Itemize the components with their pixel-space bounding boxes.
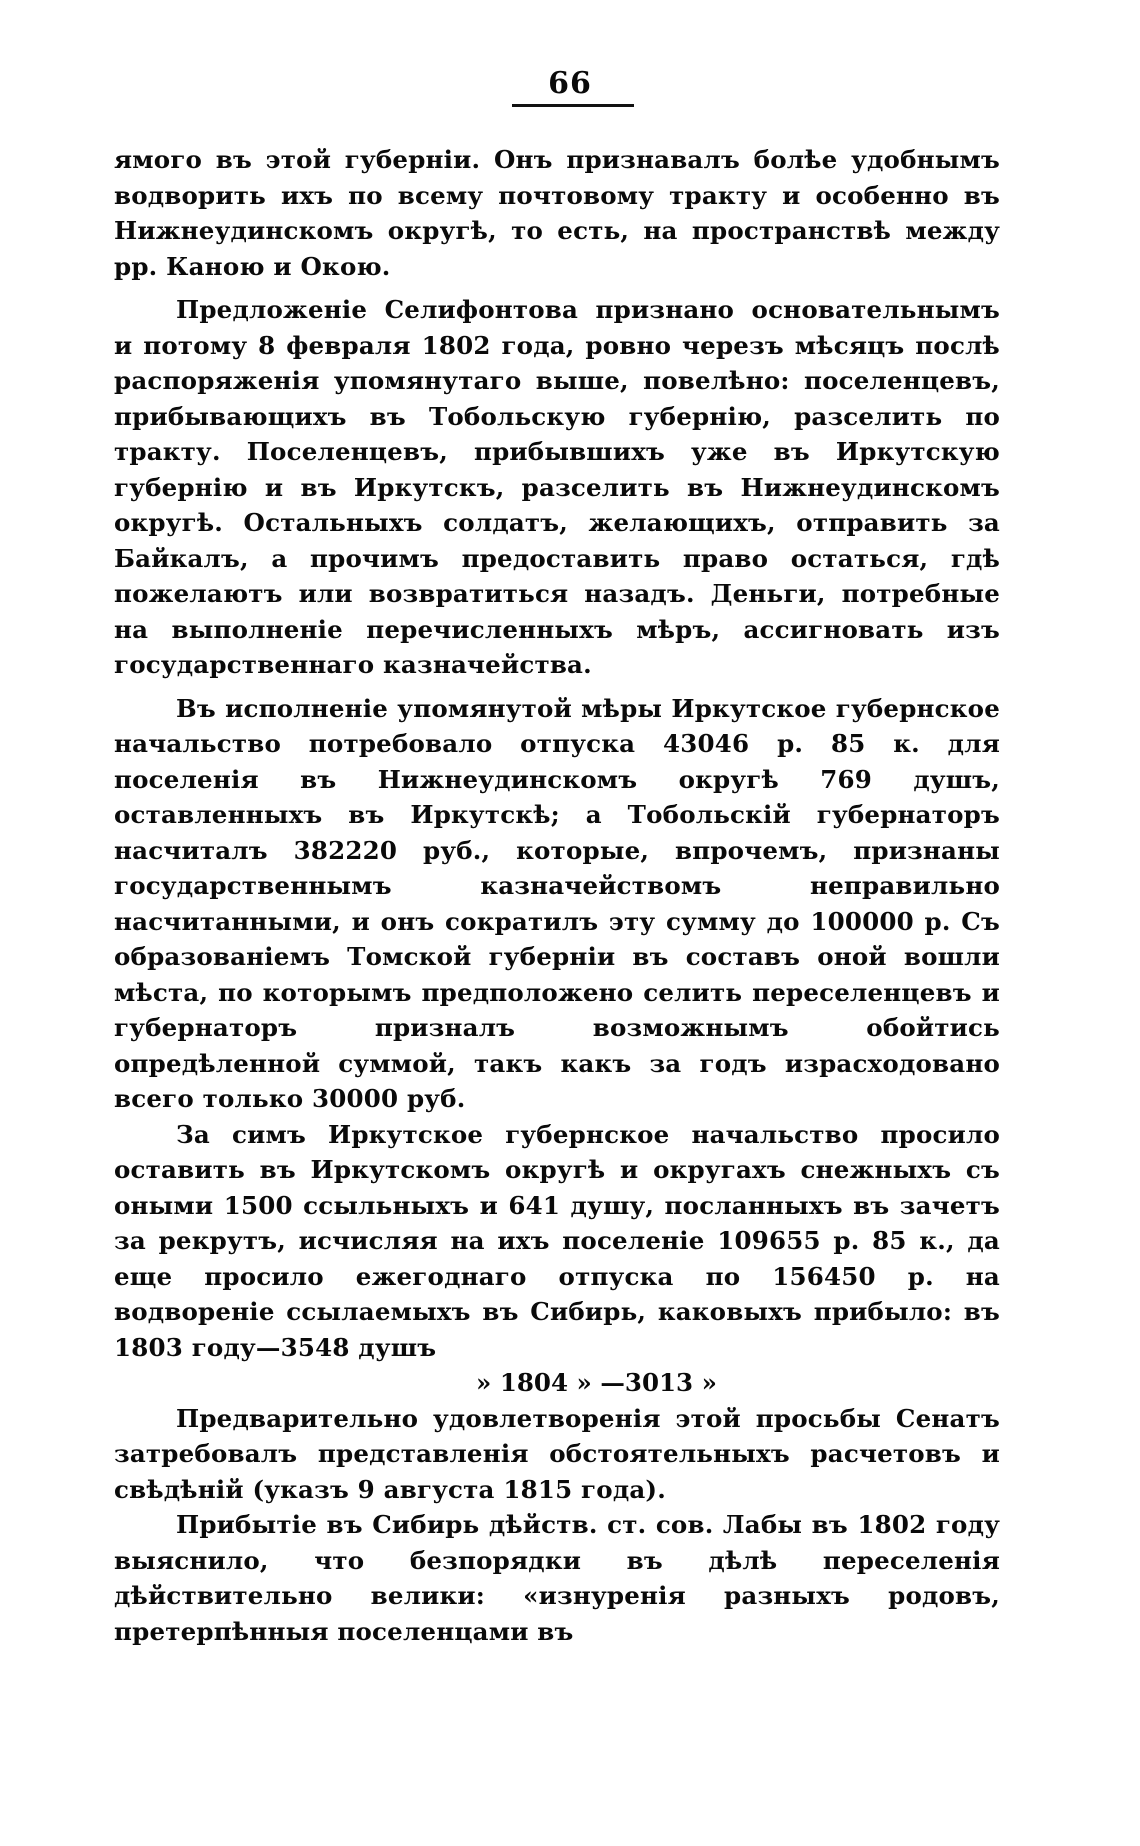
paragraph-3: Въ исполненіе упомянутой мѣры Иркутское губернское начальство потребовало отпуска 43046 р. 85 к. для поселенія въ Нижнеудинскомъ округѣ 769 душъ, оставленныхъ въ Иркутскѣ; а Тобольскій губернаторъ насчиталъ 382220 руб., которые, впрочемъ, признаны государственнымъ казначействомъ неправильно насчитанными, и онъ сократилъ эту сумму до 100000 р. Съ образованіемъ Томской губерніи въ составъ оной вошли мѣста, по которымъ предположено селить переселенцевъ и губернаторъ призналъ возможнымъ обойтись опредѣленной суммой, такъ какъ за годъ израсходовано всего только 30000 руб. [114,693,1000,1113]
paragraph-4: За симъ Иркутское губернское начальство просило оставить въ Иркутскомъ округѣ и округахъ снежныхъ съ оными 1500 ссыльныхъ и 641 душу, посланныхъ въ зачетъ за рекрутъ, исчисляя на ихъ поселеніе 109655 р. 85 к., да еще просило ежегоднаго отпуска по 156450 р. на водвореніе ссылаемыхъ въ Сибирь, каковыхъ прибыло: въ 1803 году—3548 душъ [114,1119,1000,1362]
paragraph-6: Прибытіе въ Сибирь дѣйств. ст. сов. Лабы въ 1802 году выяснило, что безпорядки въ дѣлѣ переселенія дѣйствительно велики: «изнуренія разныхъ родовъ, претерпѣнныя поселенцами въ [114,1510,1000,1646]
year-count-line: » 1804 » —3013 » [476,1368,717,1397]
page-number: 66 [548,66,592,101]
paragraph-1: ямого въ этой губерніи. Онъ признавалъ болѣе удобнымъ водворить ихъ по всему почтовому тракту и особенно въ Нижнеудинскомъ округѣ, то есть, на пространствѣ между рр. Каною и Окою. [114,145,1000,281]
paragraph-2: Предложеніе Селифонтова признано основательнымъ и потому 8 февраля 1802 года, ровно черезъ мѣсяцъ послѣ распоряженія упомянутаго выше, повелѣно: поселенцевъ, прибывающихъ въ Тобольскую губернію, разселить по тракту. Поселенцевъ, прибывшихъ уже въ Иркутскую губернію и въ Иркутскъ, разселить въ Нижнеудинскомъ округѣ. Остальныхъ солдатъ, желающихъ, отправить за Байкалъ, а прочимъ предоставить право остаться, гдѣ пожелаютъ или возвратиться назадъ. Деньги, потребные на выполненіе перечисленныхъ мѣръ, ассигновать изъ государственнаго казначейства. [114,295,1000,679]
paragraph-5: Предварительно удовлетворенія этой просьбы Сенатъ затребовалъ представленія обстоятельныхъ расчетовъ и свѣдѣній (указъ 9 августа 1815 года). [114,1403,1000,1504]
header-rule [512,104,634,107]
body-text [114,142,1000,1649]
